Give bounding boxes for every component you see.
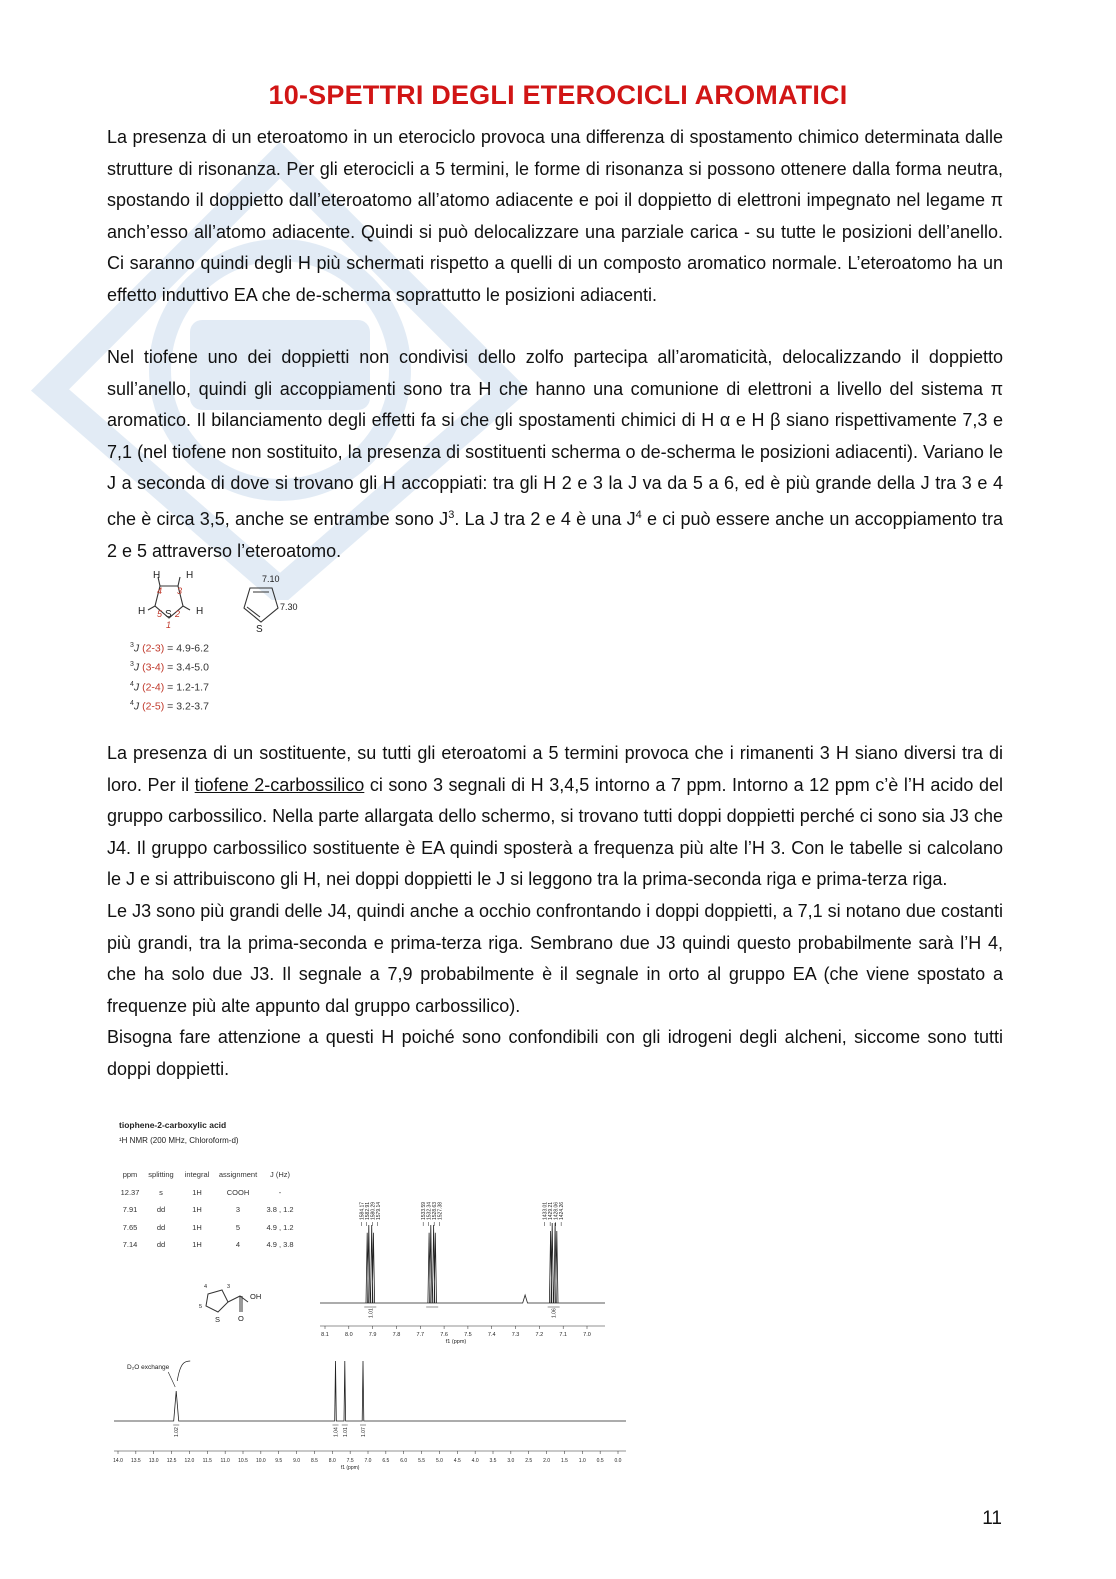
paragraph-thiophene-b: . La J tra 2 e 4 è una J — [454, 508, 636, 529]
axis-tick-label: 0.0 — [614, 1458, 622, 1464]
page-number: 11 — [982, 1508, 1002, 1529]
axis-title: f1 (ppm) — [340, 1465, 360, 1471]
table-row: 7.65 dd 1H 5 4.9 , 1.2 — [122, 1222, 294, 1232]
integral-label: 1.07 — [361, 1427, 367, 1437]
oh-label: OH — [250, 1292, 262, 1301]
peak-label: 1424.26 — [559, 1201, 566, 1220]
axis-tick-label: 8.0 — [328, 1458, 336, 1464]
axis-tick-label: 10.0 — [255, 1458, 266, 1464]
axis-tick-label: 9.5 — [275, 1458, 283, 1464]
axis-tick-label: 9.0 — [293, 1458, 301, 1464]
axis-tick-label: 6.5 — [382, 1458, 390, 1464]
axis-tick-label: 7.3 — [511, 1332, 520, 1338]
axis-tick-label: 1.5 — [560, 1458, 568, 1464]
thiophene-structure-diagram — [130, 568, 330, 643]
peak-label: 1579.14 — [375, 1201, 382, 1220]
nmr-conditions: ¹H NMR (200 MHz, Chloroform-d) — [119, 1136, 239, 1145]
intro-paragraph — [107, 122, 1003, 312]
integral-label: 1.01 — [342, 1427, 349, 1437]
table-row: 12.37 s 1H COOH - — [120, 1187, 282, 1197]
h-label-3: H — [186, 570, 194, 581]
axis-tick-label: 2.5 — [525, 1458, 533, 1464]
axis-tick-label: 7.7 — [416, 1332, 425, 1338]
axis-tick-label: 8.1 — [321, 1332, 329, 1338]
spectrum-trace — [114, 1361, 626, 1421]
axis-tick-label: 13.0 — [148, 1458, 159, 1464]
axis-tick-label: 12.0 — [184, 1458, 195, 1464]
axis-tick-label: 14.0 — [113, 1458, 123, 1464]
axis-tick-label: 7.5 — [346, 1458, 354, 1464]
svg-text:3: 3 — [227, 1284, 231, 1290]
spectrum-trace — [320, 1223, 605, 1303]
peak-label: 1582.91 — [364, 1201, 371, 1220]
axis-tick-label: 6.0 — [400, 1458, 408, 1464]
coupling-constant-list — [130, 638, 209, 715]
axis-tick-label: 7.6 — [440, 1332, 448, 1338]
shift-alpha-label: 7.30 — [280, 602, 298, 612]
paragraph-substituent: La presenza di un sostituente, su tutti gli eteroatomi a 5 termini provoca che i rimanenti 3 H siano diversi tra di loro. Per il tiofene 2-carbossilico ci sono 3 segnali di H 3,4,5 intorno a 7 ppm. Intorno a 12 ppm c’è l’H acido del gruppo carbossilico. Nella parte allargata dello schermo, si trovano tutti doppi doppietti perché ci sono sia J3 che J4. Il gruppo carbossilico sostituente è EA quindi sposterà a frequenza più alte l’H 3. Con le tabelle si calcolano le J e si attribuiscono gli H, nei doppi doppietti le J si leggono tra la prima-seconda riga e prima-terza riga. — [107, 743, 1004, 890]
axis-tick-label: 7.4 — [487, 1332, 496, 1338]
carbonyl-o-label: O — [238, 1314, 244, 1323]
peak-label: 1584.17 — [359, 1201, 366, 1220]
integral-label: 1.01 — [368, 1308, 375, 1318]
thiophene-coupling-figure — [130, 568, 330, 713]
paragraph-warning: Bisogna fare attenzione a questi H poiché sono confondibili con gli idrogeni degli alcheni, siccome sono tutti doppi doppietti. — [107, 1027, 1003, 1079]
paragraph-resonance: La presenza di un eteroatomo in un eterociclo provoca una differenza di spostamento chimico determinata dalle strutture di risonanza. Per gli eterocicli a 5 termini, le forme di risonanza si possono ottenere dalla forma neutra, spostando il doppietto dall’eteroatomo all’atomo adiacente e poi il doppietto di elettroni impegnato nel legame π anch’esso all’atomo adiacente. Quindi si può delocalizzare una parziale carica - su tutte le posizioni dell’anello. Ci saranno quindi degli H più schermati rispetto a quelli di un composto aromatico normale. L’eteroatomo ha un effetto induttivo EA che de-scherma soprattutto le posizioni adiacenti. — [107, 127, 1003, 305]
axis-tick-label: 7.9 — [368, 1332, 377, 1338]
paragraph-j3-j4: Le J3 sono più grandi delle J4, quindi anche a occhio confrontando i doppi doppietti, a 7,1 si notano due costanti più grandi, tra la prima-seconda e prima-terza riga. Sembrano due J3 quindi questo probabilmente sarà l’H 4, che ha solo due J3. Il segnale a 7,9 probabilmente è il segnale in orto al gruppo EA (che viene spostato a frequenze più alte appunto dal gruppo carbossilico). — [107, 900, 1003, 1016]
substituent-paragraph — [107, 738, 1003, 1086]
h-label-2: H — [196, 606, 204, 617]
axis-tick-label: 1.0 — [578, 1458, 586, 1464]
axis-tick-label: 5.0 — [435, 1458, 443, 1464]
axis-tick-label: 7.1 — [559, 1332, 568, 1338]
axis-tick-label: 11.5 — [202, 1458, 212, 1464]
svg-text:4: 4 — [204, 1284, 208, 1290]
svg-text:5: 5 — [199, 1304, 203, 1310]
coupling-row: $^3$J (3-4) = 3.4-5.0 — [130, 661, 209, 674]
table-row: 7.91 dd 1H 3 3.8 , 1.2 — [122, 1205, 294, 1215]
axis-tick-label: 7.5 — [464, 1332, 472, 1338]
nmr-full-spectrum — [110, 1355, 630, 1475]
nmr-table-header-row: ppm splitting integral assignment J (Hz) — [122, 1170, 290, 1180]
shift-beta-label: 7.10 — [262, 574, 280, 584]
peak-label: 1428.06 — [553, 1201, 560, 1220]
axis-tick-label: 7.8 — [392, 1332, 401, 1338]
axis-tick-label: 3.0 — [507, 1458, 515, 1464]
axis-tick-label: 8.0 — [344, 1332, 353, 1338]
page-title: 10-SPETTRI DEGLI ETEROCICLI AROMATICI — [268, 80, 848, 110]
axis-tick-label: 0.5 — [596, 1458, 604, 1464]
paragraph-thiophene-a: Nel tiofene uno dei doppietti non condivisi dello zolfo partecipa all’aromaticità, delocalizzando il doppietto sull’anello, quindi gli accoppiamenti sono tra H che hanno una comunione di elettroni a livello del sistema π aromatico. Il bilanciamento degli effetti fa si che gli spostamenti chimici di H α e H β siano rispettivamente 7,3 e 7,1 (nel tiofene non sostituito, la presenza di sostituenti scherma o de-scherma le posizioni adiacenti). Variano le J a seconda di dove si trovano gli H accoppiati: tra gli H 2 e 3 la J va da 5 a 6, ed è più grande della J tra 3 e 4 che è circa 3,5, anche se entrambe sono J — [107, 347, 1003, 529]
axis-tick-label: 7.0 — [364, 1458, 372, 1464]
d2o-exchange-label: D₂O exchange — [127, 1364, 170, 1371]
nmr-zoom-spectrum — [315, 1186, 615, 1346]
axis-tick-label: 4.5 — [453, 1458, 461, 1464]
peak-label: 1580.29 — [370, 1201, 377, 1220]
position-4-label: 4 — [157, 586, 163, 596]
paragraph-thiophene — [107, 342, 1003, 567]
axis-tick-label: 11.0 — [220, 1458, 230, 1464]
nmr-assignment-table — [118, 1166, 298, 1254]
integral-label: 1.04 — [333, 1427, 340, 1437]
d2o-exchange-curve — [177, 1361, 190, 1381]
axis-tick-label: 12.5 — [166, 1458, 177, 1464]
integral-label: 1.02 — [174, 1427, 181, 1437]
d2o-arrow — [168, 1372, 175, 1387]
peak-label: 1528.63 — [432, 1201, 439, 1220]
axis-tick-label: 10.5 — [238, 1458, 248, 1464]
coupling-row: $^4$J (2-4) = 1.2-1.7 — [130, 680, 209, 694]
thiophene-paragraph — [107, 342, 1003, 567]
axis-tick-label: 7.2 — [535, 1332, 544, 1338]
table-row: 7.14 dd 1H 4 4.9 , 3.8 — [122, 1240, 294, 1250]
sulfur-label: S — [165, 609, 172, 620]
superscript-4: 4 — [635, 508, 642, 521]
axis-tick-label: 4.0 — [471, 1458, 479, 1464]
axis-tick-label: 3.5 — [489, 1458, 497, 1464]
peak-label: 1429.21 — [548, 1201, 555, 1220]
nmr-compound-name: tiophene-2-carboxylic acid — [119, 1120, 227, 1130]
coupling-row: $^3$J (2-3) = 4.9-6.2 — [130, 642, 209, 655]
paragraph-thiophene-c: e ci può essere anche un accoppiamento tra 2 e 5 attraverso l’eteroatomo. — [107, 508, 1003, 561]
ring-sulfur-label: S — [215, 1315, 221, 1324]
position-2-label: 2 — [175, 609, 181, 619]
peak-label: 1533.59 — [421, 1201, 428, 1220]
peak-label: 1527.38 — [437, 1201, 444, 1220]
sulfur-label-2: S — [256, 624, 263, 635]
nmr-figure-header — [119, 1120, 239, 1145]
coupling-row: $^4$J (2-5) = 3.2-3.7 — [130, 699, 209, 713]
axis-tick-label: 13.5 — [130, 1458, 141, 1464]
axis-tick-label: 7.0 — [583, 1332, 591, 1338]
axis-tick-label: 8.5 — [310, 1458, 318, 1464]
thiophene-2-carboxylic-link-text: tiofene 2-carbossilico — [194, 774, 365, 795]
position-1-label: 1 — [166, 620, 172, 630]
position-3-label: 3 — [177, 586, 183, 596]
peak-label: 1532.34 — [426, 1201, 433, 1220]
position-5-label: 5 — [157, 609, 163, 619]
peak-label: 1433.01 — [542, 1201, 549, 1220]
axis-tick-label: 2.0 — [543, 1458, 551, 1464]
h-label-5: H — [138, 606, 146, 617]
integral-label: 1.06 — [551, 1308, 558, 1318]
superscript-3: 3 — [448, 508, 455, 521]
axis-tick-label: 5.5 — [418, 1458, 426, 1464]
axis-title: f1 (ppm) — [445, 1339, 467, 1345]
h-label-4: H — [153, 570, 161, 581]
carboxylic-acid-structure — [196, 1278, 276, 1328]
